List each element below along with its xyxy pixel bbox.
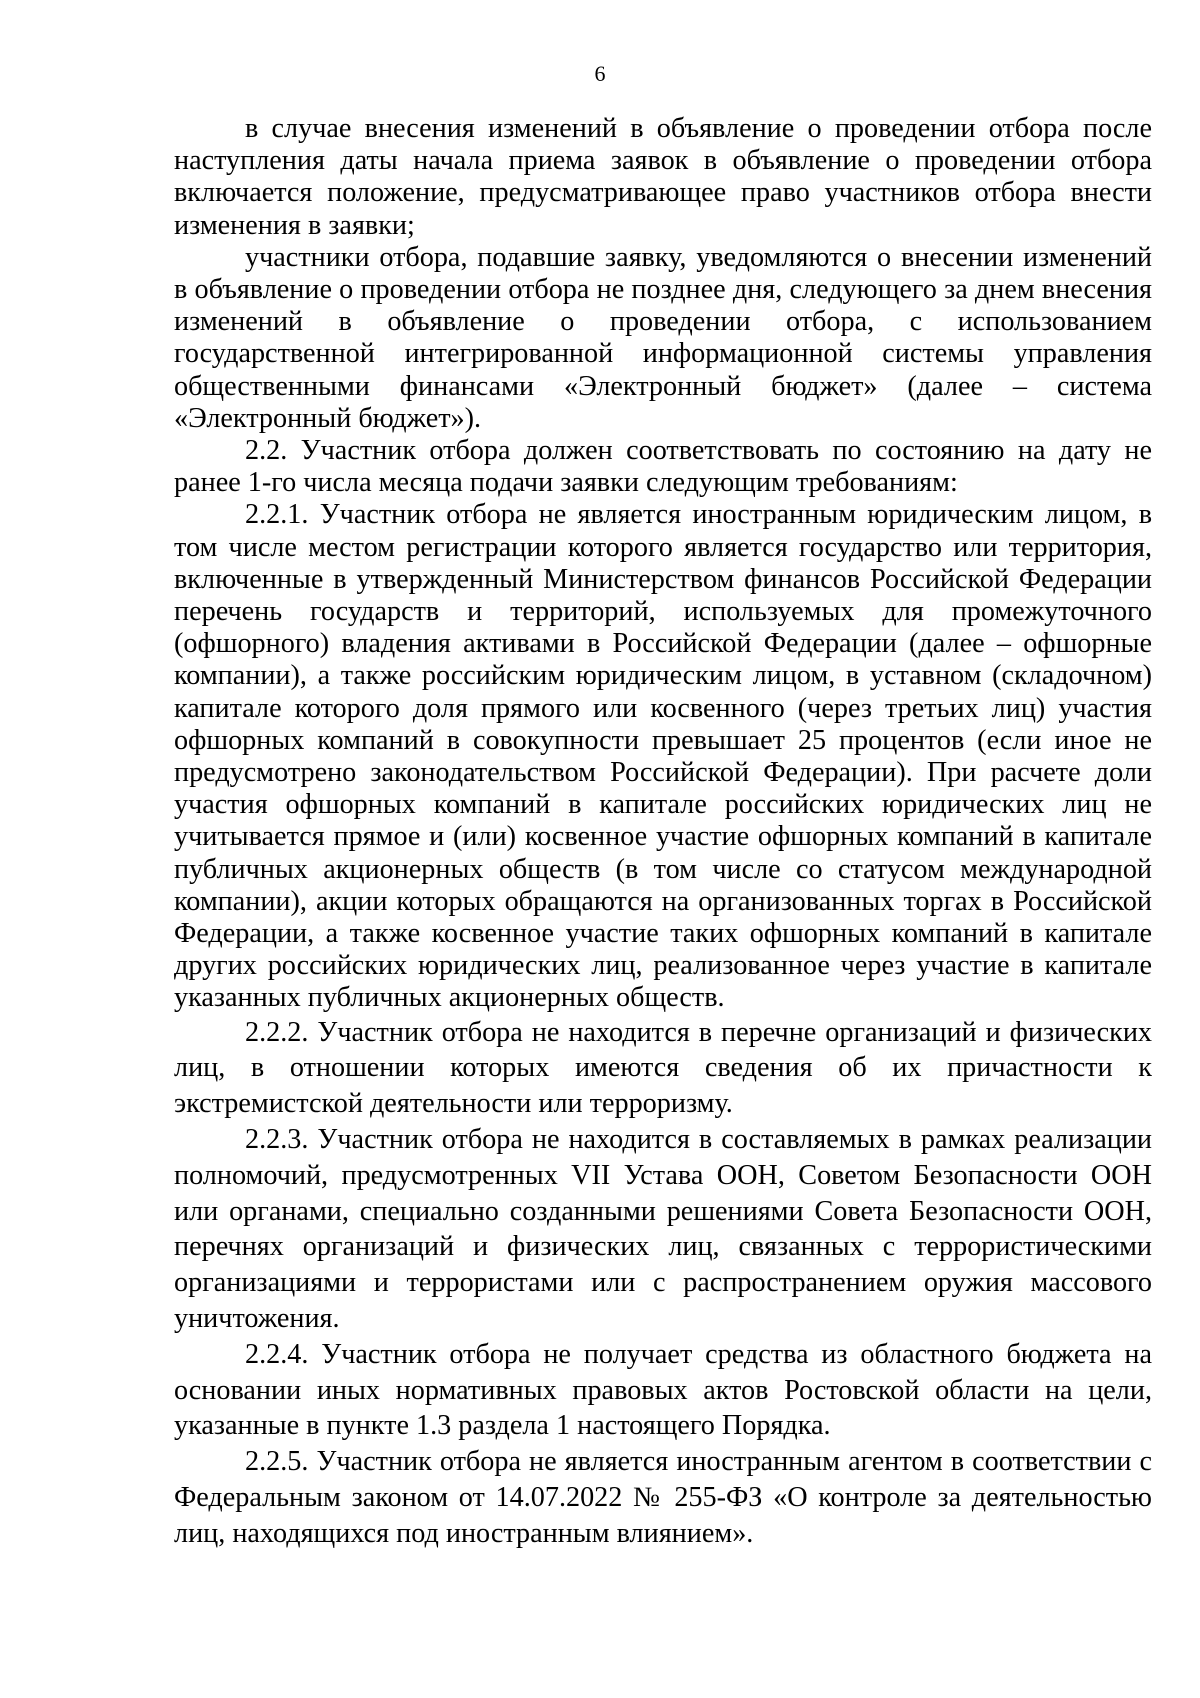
- paragraph-notice-changes: в случае внесения изменений в объявление о проведении отбора после наступления даты начала приема заявок в объявление о проведении отбора включается положение, предусматривающее право участников отбора внести изменения в заявки;: [174, 113, 1152, 241]
- paragraph-2-2-5-foreign-agent: 2.2.5. Участник отбора не является иностранным агентом в соответствии с Федеральным законом от 14.07.2022 № 255-ФЗ «О контроле за деятельностью лиц, находящихся под иностранным влиянием».: [174, 1446, 1152, 1549]
- document-body: [174, 113, 1152, 1552]
- paragraph-participants-notified: участники отбора, подавшие заявку, уведомляются о внесении изменений в объявление о проведении отбора не позднее дня, следующего за днем внесения изменений в объявление о проведении отбора, с использованием государственной интегрированной информационной системы управления общественными финансами «Электронный бюджет» (далее – система «Электронный бюджет»).: [174, 241, 1152, 434]
- paragraph-2-2-1-offshore: 2.2.1. Участник отбора не является иностранным юридическим лицом, в том числе местом регистрации которого является государство или территория, включенные в утвержденный Министерством финансов Российской Федерации перечень государств и территорий, используемых для промежуточного (офшорного) владения активами в Российской Федерации (далее – офшорные компании), а также российским юридическим лицом, в уставном (складочном) капитале которого доля прямого или косвенного (через третьих лиц) участия офшорных компаний в совокупности превышает 25 процентов (если иное не предусмотрено законодательством Российской Федерации). При расчете доли участия офшорных компаний в капитале российских юридических лиц не учитывается прямое и (или) косвенное участие офшорных компаний в капитале публичных акционерных обществ (в том числе со статусом международной компании), акции которых обращаются на организованных торгах в Российской Федерации, а также косвенное участие таких офшорных компаний в капитале других российских юридических лиц, реализованное через участие в капитале указанных публичных акционерных обществ.: [174, 499, 1152, 1014]
- paragraph-2-2-2-extremism: 2.2.2. Участник отбора не находится в перечне организаций и физических лиц, в отношении которых имеются сведения об их причастности к экстремистской деятельности или терроризму.: [174, 1016, 1152, 1120]
- paragraph-2-2-3-un-sanctions: 2.2.3. Участник отбора не находится в составляемых в рамках реализации полномочий, предусмотренных VII Устава ООН, Советом Безопасности ООН или органами, специально созданными решениями Совета Безопасности ООН, перечнях организаций и физических лиц, связанных с террористическими организациями и террористами или с распространением оружия массового уничтожения.: [174, 1124, 1152, 1335]
- paragraph-2-2-4-regional-budget: 2.2.4. Участник отбора не получает средства из областного бюджета на основании иных нормативных правовых актов Ростовской области на цели, указанные в пункте 1.3 раздела 1 настоящего Порядка.: [174, 1338, 1152, 1442]
- paragraph-2-2-requirements: 2.2. Участник отбора должен соответствовать по состоянию на дату не ранее 1-го числа месяца подачи заявки следующим требованиям:: [174, 435, 1152, 499]
- page-number: 6: [594, 61, 606, 86]
